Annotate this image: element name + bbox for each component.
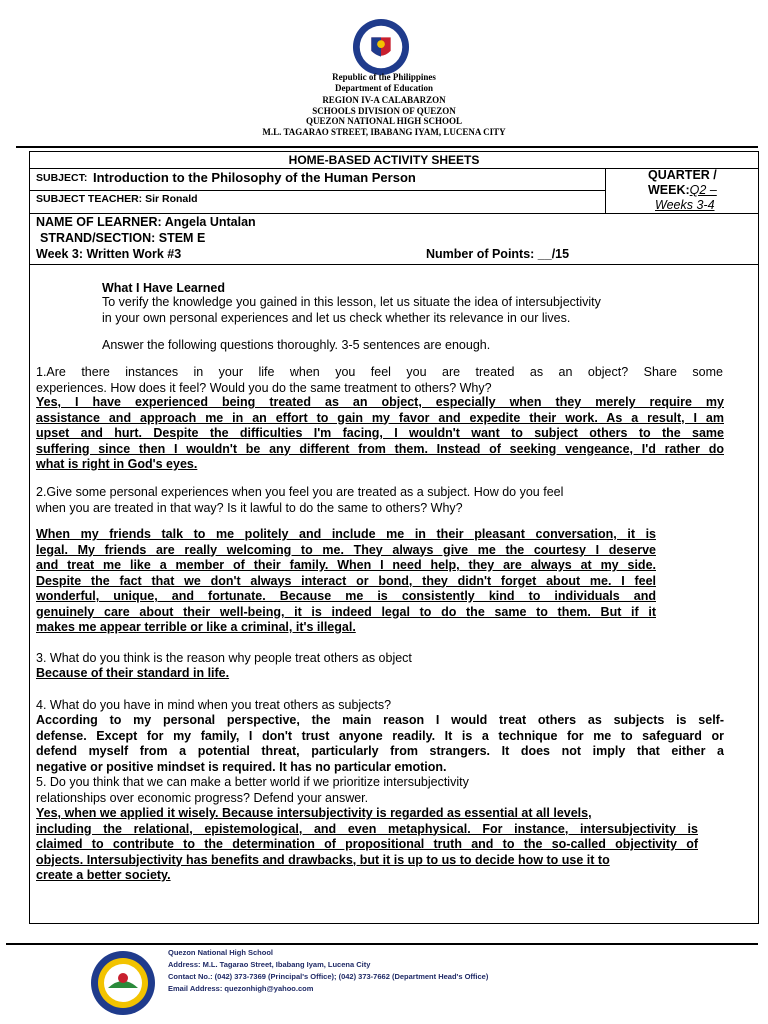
- sheet-title: HOME-BASED ACTIVITY SHEETS: [288, 153, 480, 167]
- weeks-value: Weeks 3-4: [655, 198, 715, 212]
- question-2: 2.Give some personal experiences when you feel you are treated as a subject. How do you feel when you are treated in that way? Is it lawful to do the same to others? Why?: [36, 485, 564, 515]
- letterhead-division: SCHOOLS DIVISION OF QUEZON: [312, 105, 456, 116]
- subject-teacher: SUBJECT TEACHER: Sir Ronald: [36, 193, 198, 205]
- school-logo: [90, 950, 156, 1016]
- question-4: 4. What do you have in mind when you treat others as subjects?: [36, 698, 392, 712]
- row-divider: [29, 190, 605, 191]
- quarter-label: QUARTER /: [648, 168, 717, 182]
- footer-divider: [6, 943, 758, 945]
- subject-label: SUBJECT:: [36, 172, 88, 184]
- letterhead-country: Republic of the Philippines: [332, 72, 436, 82]
- answer-2: When my friends talk to me politely and include me in their pleasant conversation, it is legal. My friends are really welcoming to me. They always give me the courtesy I deserve and treat me like a member of their family. When I need help, they are always at my side. Despite the fact that we don't always interact or bond, they didn't forget about me. I feel wonderful, unique, and fortunate. Because me is consistently kind to individuals and genuinely care about their well-being, it is indeed legal to do the same to them. But if it makes me appear terrible or like a criminal, it's illegal.: [36, 527, 656, 634]
- answer-3: Because of their standard in life.: [36, 666, 230, 680]
- subject-value: Introduction to the Philosophy of the Human Person: [93, 170, 416, 185]
- header-divider: [16, 146, 758, 148]
- week-label: WEEK:Q2 –: [648, 183, 717, 197]
- row-divider: [29, 213, 759, 214]
- footer-address: Address: M.L. Tagarao Street, Ibabang Iyam, Lucena City: [168, 960, 371, 969]
- footer-contact: Contact No.: (042) 373-7369 (Principal's Office); (042) 373-7662 (Department Head's Office): [168, 972, 489, 981]
- footer-school: Quezon National High School: [168, 948, 273, 957]
- letterhead-department: Department of Education: [335, 82, 433, 93]
- week-written-work: Week 3: Written Work #3: [36, 247, 182, 261]
- deped-seal: [352, 18, 410, 76]
- question-1: 1.Are there instances in your life when you feel you are treated as an object? Share some experiences. How does it feel? Would you do the same treatment to others? Why?: [36, 365, 723, 395]
- answer-5: Yes, when we applied it wisely. Because intersubjectivity is regarded as essential at all levels, including the relational, epistemological, and even metaphysical. For instance, intersubjectivity is claimed to contribute to the determination of propositional truth and to the so-called objectivity of objects. Intersubjectivity has benefits and drawbacks, but it is up to us to decide how to use it to create a better society.: [36, 806, 698, 882]
- letterhead-region: REGION IV-A CALABARZON: [322, 95, 446, 105]
- section-heading: What I Have Learned: [102, 281, 225, 295]
- footer-email: Email Address: quezonhigh@yahoo.com: [168, 984, 314, 993]
- quarter-value: Q2 –: [689, 183, 717, 197]
- answer-1: Yes, I have experienced being treated as an object, especially when they merely require my assistance and approach me in an effort to gain my favor and expedite their work. As a result, I am upset and hurt. Despite the difficulties I'm facing, I wouldn't want to subject others to the same suffering since then I wouldn't be any different from them. Instead of seeking vengeance, I'd rather do what is right in God's eyes.: [36, 395, 724, 471]
- letterhead-school: QUEZON NATIONAL HIGH SCHOOL: [305, 116, 463, 126]
- question-3: 3. What do you think is the reason why people treat others as object: [36, 651, 412, 665]
- intro-text: To verify the knowledge you gained in this lesson, let us situate the idea of intersubjectivity in your own personal experiences and let us check whether its relevance in our lives.: [102, 295, 601, 325]
- learner-name: NAME OF LEARNER: Angela Untalan: [36, 215, 256, 229]
- question-5: 5. Do you think that we can make a better world if we prioritize intersubjectivity relationships over economic progress? Defend your answer.: [36, 775, 469, 805]
- number-of-points: Number of Points: __/15: [426, 247, 570, 261]
- row-divider: [29, 264, 759, 265]
- column-divider: [605, 168, 606, 213]
- instruction-text: Answer the following questions thoroughly. 3-5 sentences are enough.: [102, 338, 491, 352]
- strand-section: STRAND/SECTION: STEM E: [40, 231, 206, 245]
- letterhead-address: M.L. TAGARAO STREET, IBABANG IYAM, LUCENA CITY: [262, 126, 506, 137]
- answer-4: According to my personal perspective, the main reason I would treat others as subjects is self- defense. Except for my family, I don't trust anyone readily. It is a technique for me to safeguard or defend myself from a potential threat, particularly from strangers. It does not imply that either a negative or positive mindset is required. It has no particular emotion.: [36, 713, 724, 774]
